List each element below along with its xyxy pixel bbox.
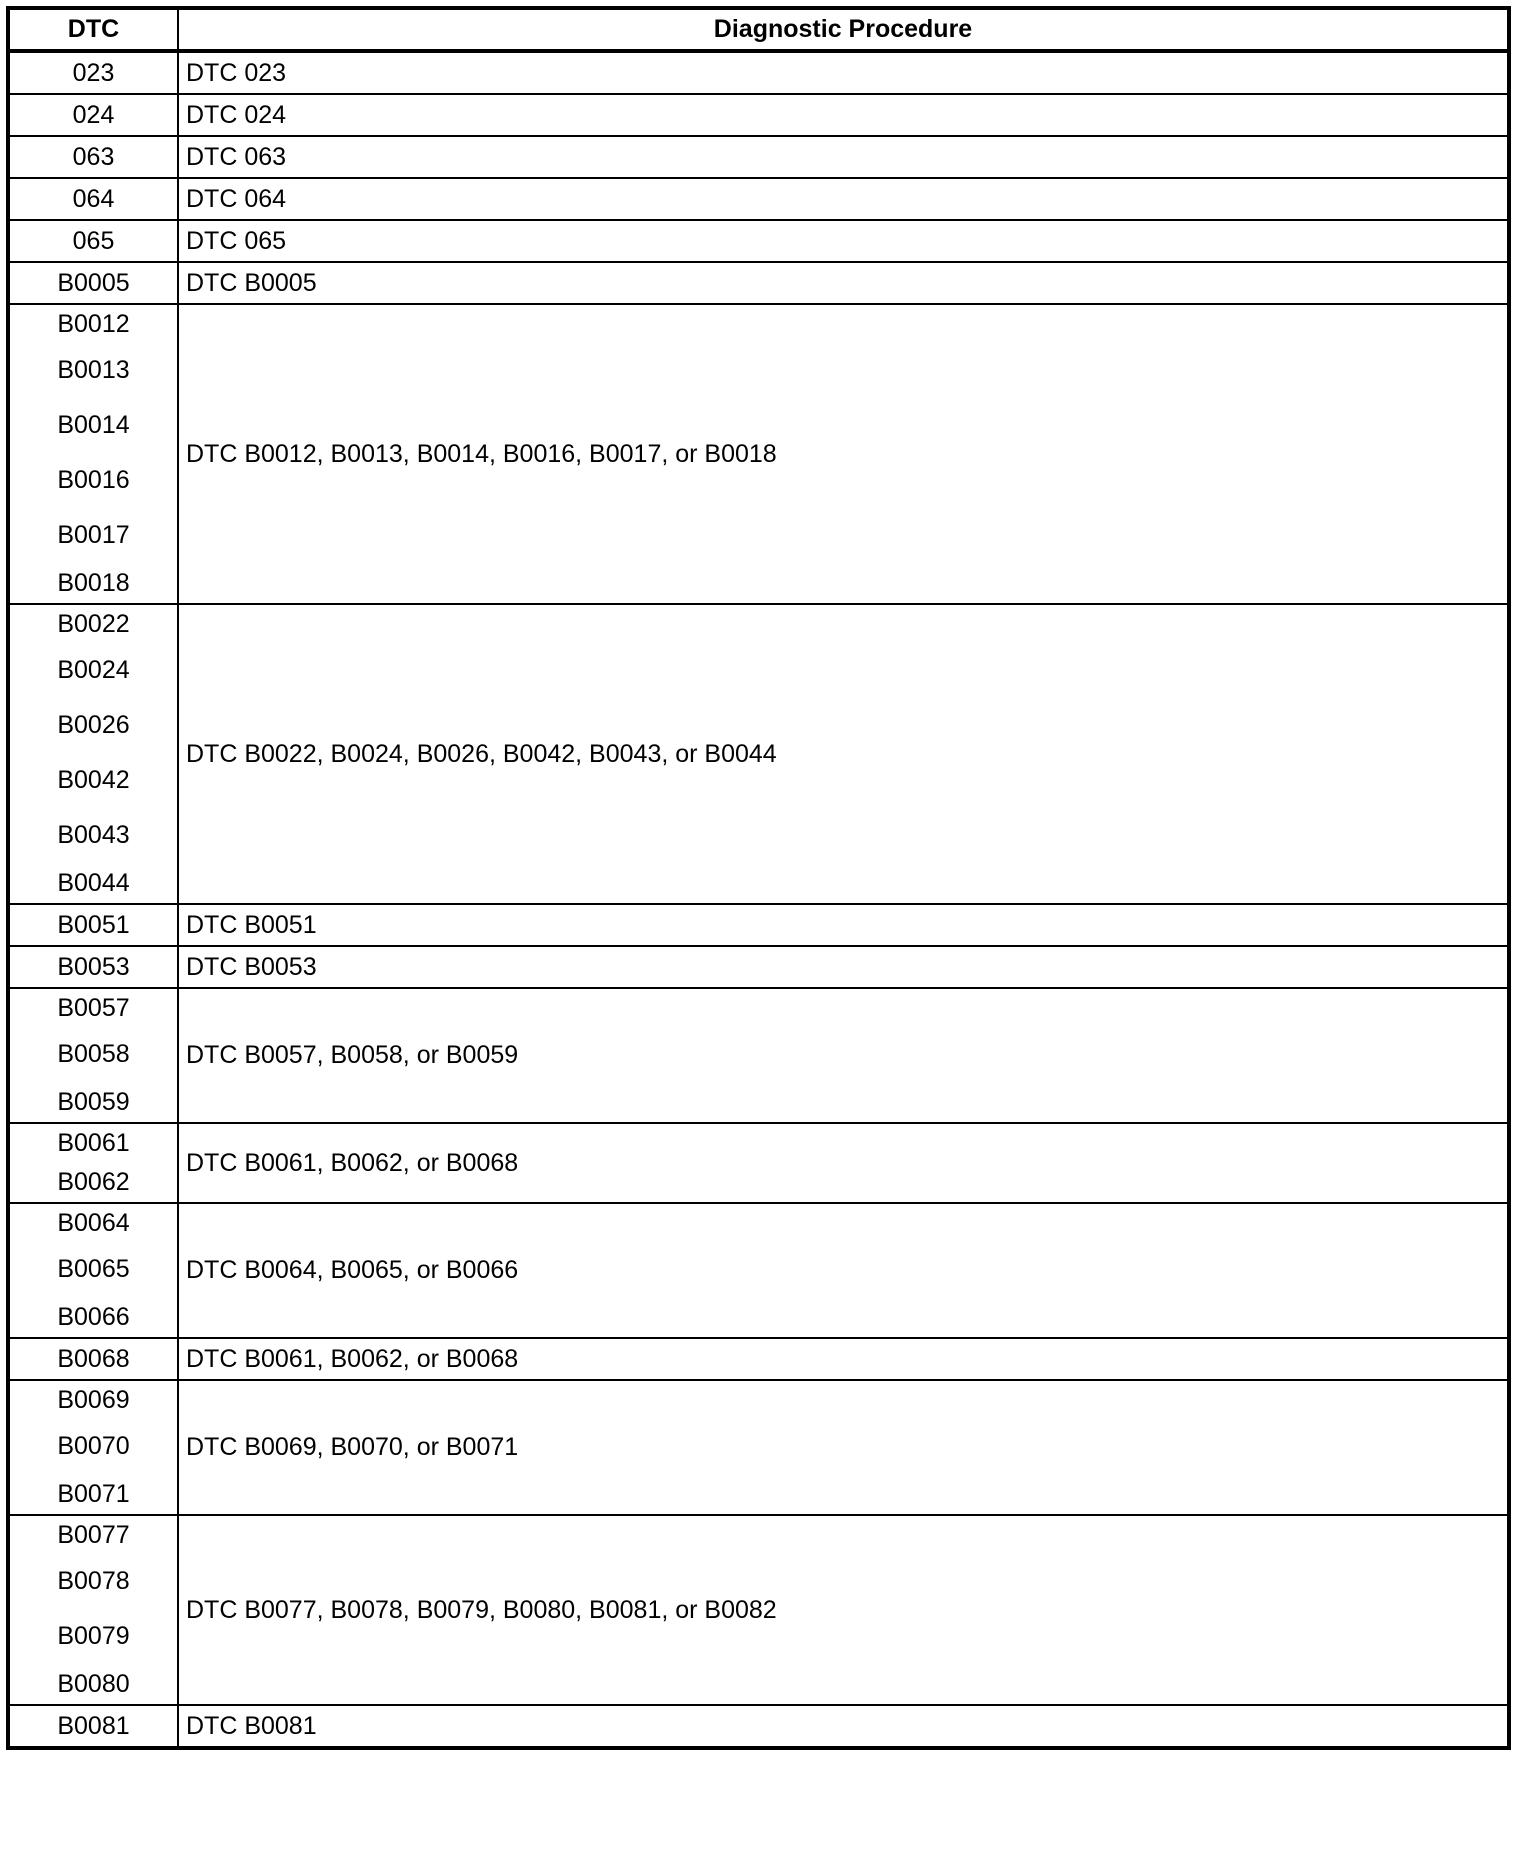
dtc-code: B0051 (57, 911, 130, 939)
dtc-code: B0066 (57, 1303, 130, 1331)
diagnostic-procedure-cell: DTC B0053 (178, 946, 1509, 988)
diagnostic-procedure-cell: DTC B0057, B0058, or B0059 (178, 988, 1509, 1123)
dtc-code-cell (8, 1338, 178, 1380)
dtc-code: B0012 (57, 310, 130, 338)
dtc-code: 064 (72, 185, 115, 213)
dtc-code-cell (8, 262, 178, 304)
table-row (8, 220, 1509, 262)
dtc-code: B0070 (57, 1432, 130, 1460)
table-row (8, 1380, 1509, 1515)
diagnostic-procedure-cell: DTC 064 (178, 178, 1509, 220)
diagnostic-procedure-cell: DTC 023 (178, 51, 1509, 94)
dtc-code: B0080 (57, 1670, 130, 1698)
dtc-code: B0018 (57, 569, 130, 597)
dtc-code: B0016 (57, 466, 130, 494)
table-row (8, 1123, 1509, 1203)
dtc-code-cell (8, 904, 178, 946)
dtc-code-cell (8, 988, 178, 1123)
table-row (8, 262, 1509, 304)
dtc-code: B0043 (57, 821, 130, 849)
table-row (8, 51, 1509, 94)
table-row (8, 988, 1509, 1123)
header-dtc: DTC (8, 8, 178, 51)
dtc-code-cell (8, 1203, 178, 1338)
diagnostic-procedure-cell: DTC B0051 (178, 904, 1509, 946)
dtc-code: B0024 (57, 656, 130, 684)
dtc-code: 024 (72, 101, 115, 129)
dtc-code-cell (8, 51, 178, 94)
dtc-code: B0013 (57, 356, 130, 384)
diagnostic-procedure-cell: DTC B0005 (178, 262, 1509, 304)
dtc-code-cell (8, 1705, 178, 1748)
dtc-code: B0044 (57, 869, 130, 897)
diagnostic-procedure-cell: DTC B0081 (178, 1705, 1509, 1748)
table-row (8, 136, 1509, 178)
dtc-code: B0061 (57, 1129, 130, 1157)
dtc-code: B0065 (57, 1255, 130, 1283)
table-row (8, 94, 1509, 136)
dtc-code-cell (8, 1515, 178, 1705)
dtc-code: B0014 (57, 411, 130, 439)
dtc-code: B0064 (57, 1209, 130, 1237)
table-row (8, 904, 1509, 946)
dtc-code: B0058 (57, 1040, 130, 1068)
dtc-code-cell (8, 220, 178, 262)
dtc-code: B0022 (57, 610, 130, 638)
dtc-code: 023 (72, 59, 115, 87)
dtc-table (6, 6, 1511, 1750)
dtc-code: B0081 (57, 1712, 130, 1740)
table-row (8, 1515, 1509, 1705)
dtc-code: B0079 (57, 1622, 130, 1650)
dtc-code-cell (8, 1123, 178, 1203)
table-row (8, 1338, 1509, 1380)
dtc-code: B0071 (57, 1480, 130, 1508)
dtc-code-cell (8, 94, 178, 136)
dtc-code: B0053 (57, 953, 130, 981)
dtc-code: 065 (72, 227, 115, 255)
table-row (8, 1203, 1509, 1338)
dtc-code: B0059 (57, 1088, 130, 1116)
diagnostic-procedure-cell: DTC B0077, B0078, B0079, B0080, B0081, or B0082 (178, 1515, 1509, 1705)
diagnostic-procedure-cell: DTC 063 (178, 136, 1509, 178)
header-diagnostic-procedure: Diagnostic Procedure (178, 8, 1509, 51)
table-row (8, 178, 1509, 220)
dtc-code-cell (8, 946, 178, 988)
table-body (8, 51, 1509, 1748)
dtc-code-cell (8, 178, 178, 220)
dtc-code: B0062 (57, 1168, 130, 1196)
diagnostic-procedure-cell: DTC B0022, B0024, B0026, B0042, B0043, or B0044 (178, 604, 1509, 904)
dtc-code: B0017 (57, 521, 130, 549)
table-row (8, 604, 1509, 904)
dtc-code: B0078 (57, 1567, 130, 1595)
dtc-code-cell (8, 304, 178, 604)
dtc-code-cell (8, 604, 178, 904)
dtc-code-cell (8, 1380, 178, 1515)
dtc-code: 063 (72, 143, 115, 171)
table-row (8, 946, 1509, 988)
diagnostic-procedure-cell: DTC 065 (178, 220, 1509, 262)
table-header-row (8, 8, 1509, 51)
dtc-code: B0069 (57, 1386, 130, 1414)
diagnostic-procedure-cell: DTC B0064, B0065, or B0066 (178, 1203, 1509, 1338)
diagnostic-procedure-cell: DTC B0069, B0070, or B0071 (178, 1380, 1509, 1515)
diagnostic-procedure-cell: DTC B0061, B0062, or B0068 (178, 1123, 1509, 1203)
dtc-code-cell (8, 136, 178, 178)
dtc-code: B0057 (57, 994, 130, 1022)
dtc-code: B0077 (57, 1521, 130, 1549)
diagnostic-procedure-cell: DTC B0061, B0062, or B0068 (178, 1338, 1509, 1380)
diagnostic-procedure-cell: DTC B0012, B0013, B0014, B0016, B0017, or B0018 (178, 304, 1509, 604)
dtc-code: B0005 (57, 269, 130, 297)
dtc-code: B0042 (57, 766, 130, 794)
table-row (8, 304, 1509, 604)
table-row (8, 1705, 1509, 1748)
diagnostic-procedure-cell: DTC 024 (178, 94, 1509, 136)
dtc-code: B0068 (57, 1345, 130, 1373)
dtc-code: B0026 (57, 711, 130, 739)
